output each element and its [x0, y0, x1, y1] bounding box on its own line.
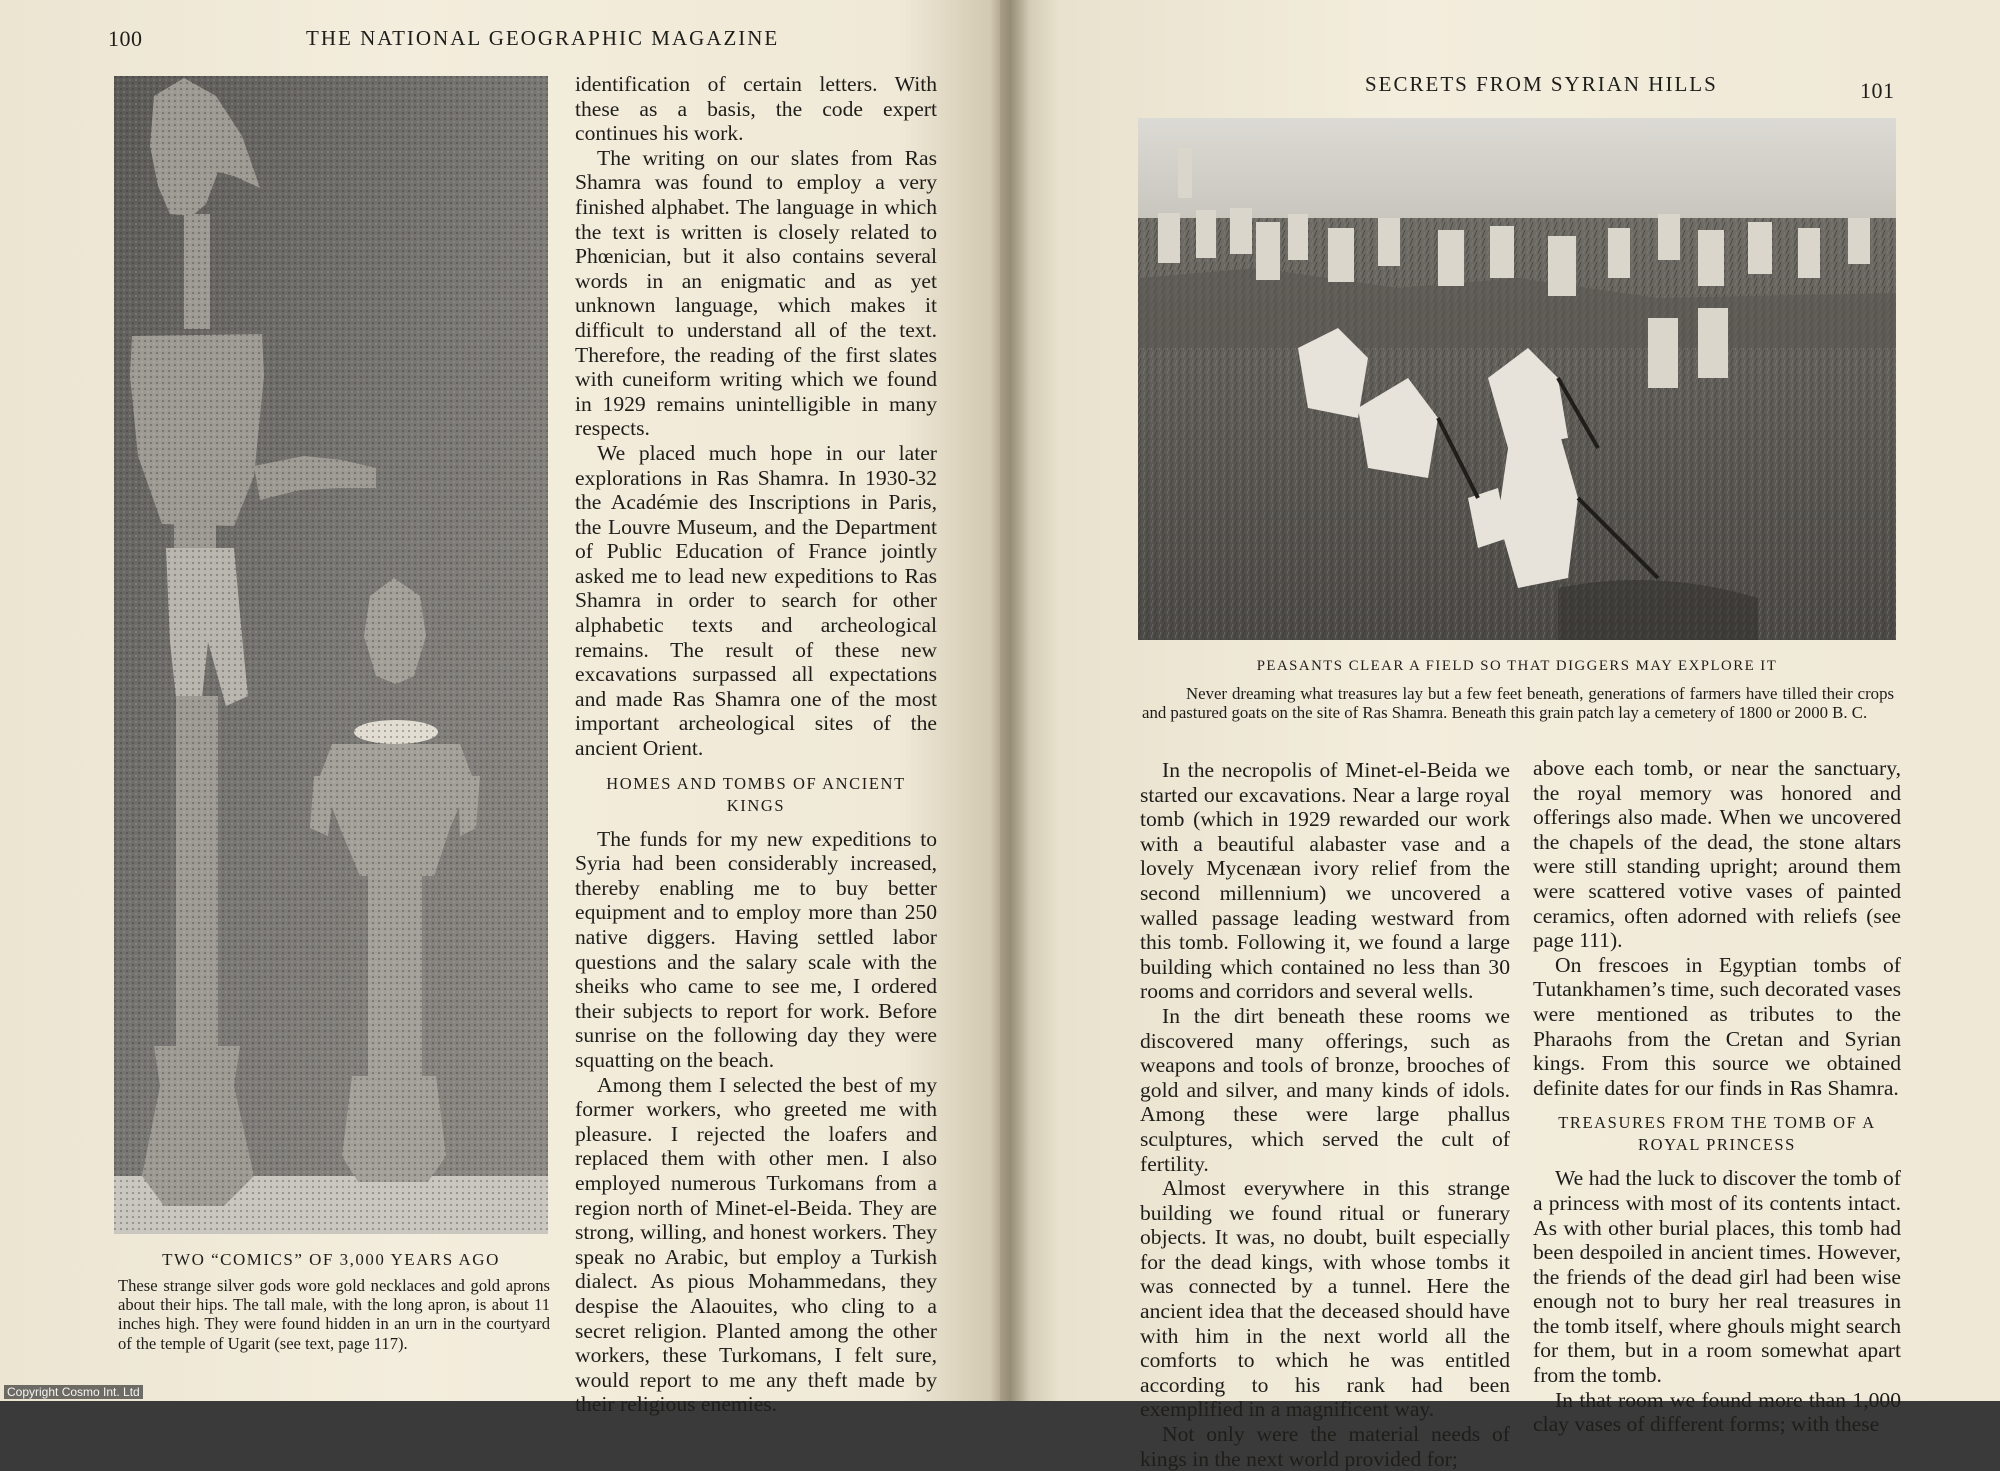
running-head-left: THE NATIONAL GEOGRAPHIC MAGAZINE [306, 26, 780, 50]
running-head-right: SECRETS FROM SYRIAN HILLS [1365, 72, 1718, 96]
paragraph: Not only were the material needs of kings in the next world provided for; [1140, 1422, 1510, 1471]
page-number-right: 101 [1860, 78, 1895, 103]
paragraph: identification of certain letters. With these as a basis, the code expert continues his work. [575, 72, 937, 146]
paragraph: Among them I selected the best of my former workers, who greeted me with pleasure. I rejected the loafers and replaced them with other men. I also employed numerous Turkomans from a region north of Minet-el-Beida. They are strong, willing, and honest workers. They speak no Arabic, but employ a Turkish dialect. As pious Mohammedans, they despise the Alaouites, who cling to a secret religion. Planted among the other workers, these Turkomans, I felt sure, would report to me any theft made by their religious enemies. [575, 1072, 937, 1417]
left-photo-caption-title: TWO “COMICS” OF 3,000 YEARS AGO [162, 1250, 500, 1269]
right-text-column-1 [1140, 758, 1510, 1471]
right-photo-caption-title: PEASANTS CLEAR A FIELD SO THAT DIGGERS MAY EXPLORE IT [1256, 658, 1778, 674]
paragraph: On frescoes in Egyptian tombs of Tutankhamen’s time, such decorated vases were mentioned as tributes to the Pharaohs from the Cretan and Syrian kings. From this source we obtained definite dates for our finds in Ras Shamra. [1533, 952, 1902, 1100]
page-number-left: 100 [108, 26, 143, 51]
left-text-column [575, 72, 937, 1417]
paragraph: The writing on our slates from Ras Shamra was found to employ a very finished alphabet. The language in which the text is written is closely related to Phœnician, but it also contains several words in an enigmatic and as yet unknown language, which makes it difficult to understand all of the text. Therefore, the reading of the first slates with cuneiform writing which we found in 1929 remains unintelligible in many respects. [575, 145, 937, 441]
paragraph: The funds for my new expeditions to Syria had been considerably increased, thereby enabling me to buy better equipment and to employ more than 250 native diggers. Having settled labor questions and the salary scale with the sheiks who came to see me, I ordered their subjects to report for work. Before sunrise on the following day they were squatting on the beach. [575, 826, 937, 1072]
right-page [1000, 0, 2000, 1471]
paragraph: In that room we found more than 1,000 clay vases of different forms; with these [1533, 1387, 1901, 1437]
paragraph: We placed much hope in our later explorations in Ras Shamra. In 1930-32 the Académie des Inscriptions in Paris, the Louvre Museum, and the Department of Public Education of France jointly asked me to lead new expeditions to Ras Shamra in order to search for other alphabetic texts and archeological remains. The result of these new excavations surpassed all expectations and made Ras Shamra one of the most important archeological sites of the ancient Orient. [575, 440, 937, 761]
paragraph: In the necropolis of Minet-el-Beida we started our excavations. Near a large royal tomb (which in 1929 rewarded our work with a beautiful alabaster vase and a lovely Mycenæan ivory relief from the second millennium) we uncovered a walled passage leading westward from this tomb. Following it, we found a large building which contained no less than 30 rooms and corridors and several wells. [1140, 758, 1510, 1004]
peasants-field-photo [1138, 118, 1896, 640]
left-page [0, 0, 1000, 1417]
left-photo-caption: These strange silver gods wore gold necklaces and gold aprons about their hips. The tall male, with the long apron, is about 11 inches high. They were found hidden in an urn in the courtyard of the temple of Ugarit (see text, page 117). [118, 1276, 550, 1353]
section-subhead: TREASURES FROM THE TOMB OF A ROYAL PRINCESS [1558, 1113, 1876, 1155]
paragraph: above each tomb, or near the sanctuary, the royal memory was honored and offerings also made. When we uncovered the chapels of the dead, the stone altars were still standing upright; around them were scattered votive vases of painted ceramics, often adorned with reliefs (see page 111). [1533, 756, 1901, 953]
paragraph: In the dirt beneath these rooms we discovered many offerings, such as weapons and tools of bronze, brooches of gold and silver, and many kinds of idols. Among these were large phallus sculptures, which served the cult of fertility. [1140, 1003, 1510, 1176]
right-text-column-2 [1533, 756, 1901, 1437]
silver-gods-photo [114, 76, 548, 1234]
paragraph: Almost everywhere in this strange building we found ritual or funerary objects. It was, no doubt, built especially for the dead kings, with whose tombs it was connected by a tunnel. Here the ancient idea that the deceased should have with him in the next world all the comforts to which he was entitled according to his rank had been exemplified in a magnificent way. [1140, 1176, 1510, 1422]
right-photo-caption: Never dreaming what treasures lay but a few feet beneath, generations of farmers have tilled their crops and pastured goats on the site of Ras Shamra. Beneath this grain patch lay a cemetery of 1800 or 2000 B. C. [1142, 684, 1894, 723]
book-gutter [990, 0, 1030, 1401]
paragraph: We had the luck to discover the tomb of a princess with most of its contents intact. As with other burial places, this tomb had been despoiled in ancient times. However, the friends of the dead girl had been wise enough not to bury her real treasures in the tomb itself, where ghouls might search for them, but in a room somewhat apart from the tomb. [1533, 1166, 1901, 1388]
copyright-watermark: Copyright Cosmo Int. Ltd [4, 1385, 143, 1399]
section-subhead: HOMES AND TOMBS OF ANCIENT KINGS [606, 773, 906, 815]
